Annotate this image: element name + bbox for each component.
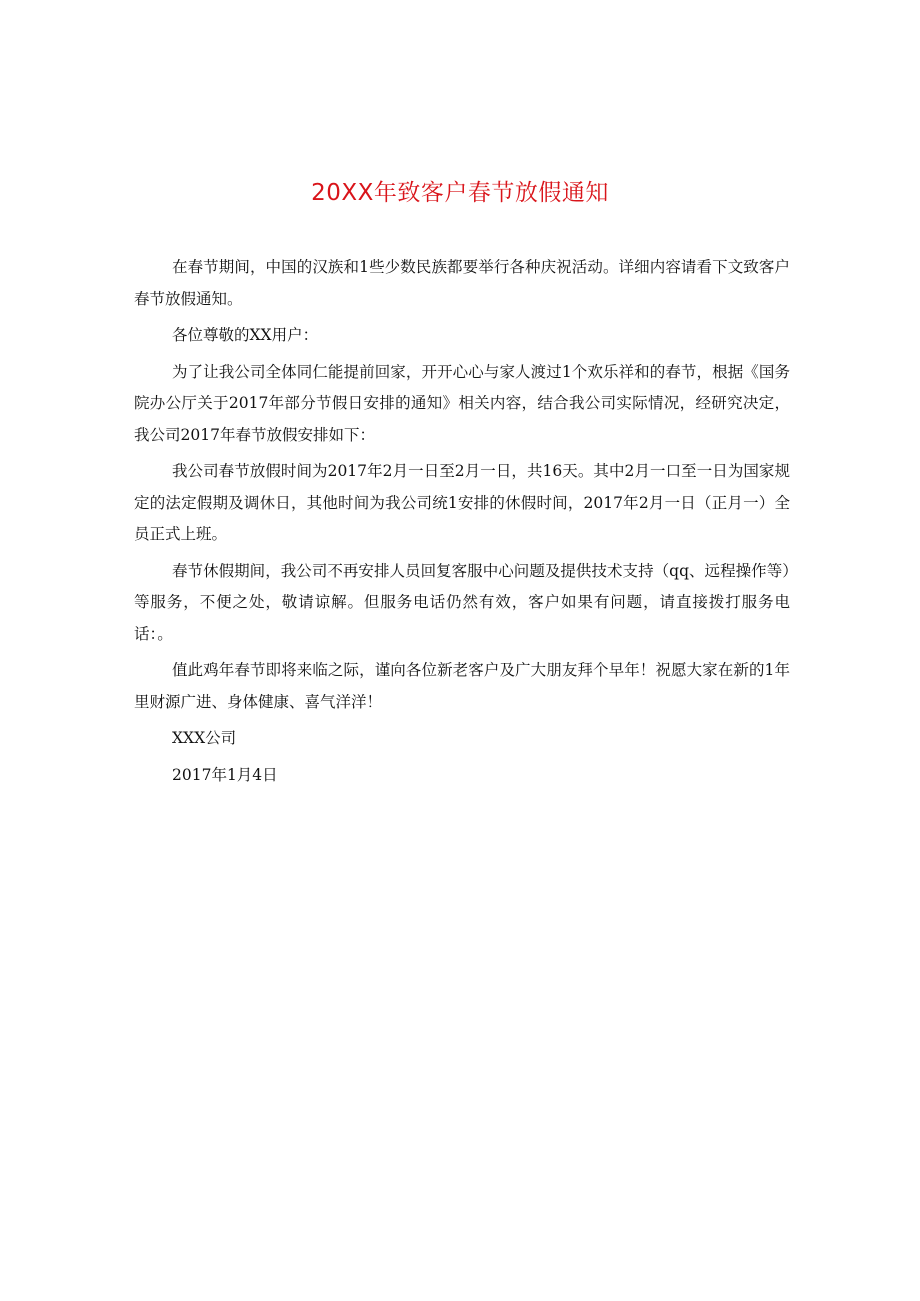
- body-paragraph: 为了让我公司全体同仁能提前回家，开开心心与家人渡过1个欢乐祥和的春节，根据《国务院办公厅关于2017年部分节假日安排的通知》相关内容，结合我公司实际情况，经研究决定，我公司2017年春节放假安排如下：: [134, 362, 790, 444]
- salutation: 各位尊敬的XX用户：: [172, 326, 319, 344]
- intro-paragraph: 在春节期间，中国的汉族和1些少数民族都要举行各种庆祝活动。详细内容请看下文致客户春节放假通知。: [134, 258, 790, 308]
- company-signature: XXX公司: [172, 729, 237, 747]
- body-paragraph: 我公司春节放假时间为2017年2月一日至2月一日，共16天。其中2月一口至一日为国家规定的法定假期及调休日，其他时间为我公司统1安排的休假时间，2017年2月一日（正月一）全员正式上班。: [134, 462, 790, 543]
- document-body: [134, 252, 790, 796]
- body-paragraph: 春节休假期间，我公司不再安排人员回复客服中心问题及提供技术支持（qq、远程操作等）等服务，不便之处，敬请谅解。但服务电话仍然有效，客户如果有问题，请直接拨打服务电话：。: [134, 561, 790, 643]
- document-title: 20XX年致客户春节放假通知: [311, 180, 609, 206]
- signature-date: 2017年1月4日: [172, 765, 278, 784]
- body-paragraph: 值此鸡年春节即将来临之际，谨向各位新老客户及广大朋友拜个早年！祝愿大家在新的1年里财源广进、身体健康、喜气洋洋！: [134, 661, 790, 711]
